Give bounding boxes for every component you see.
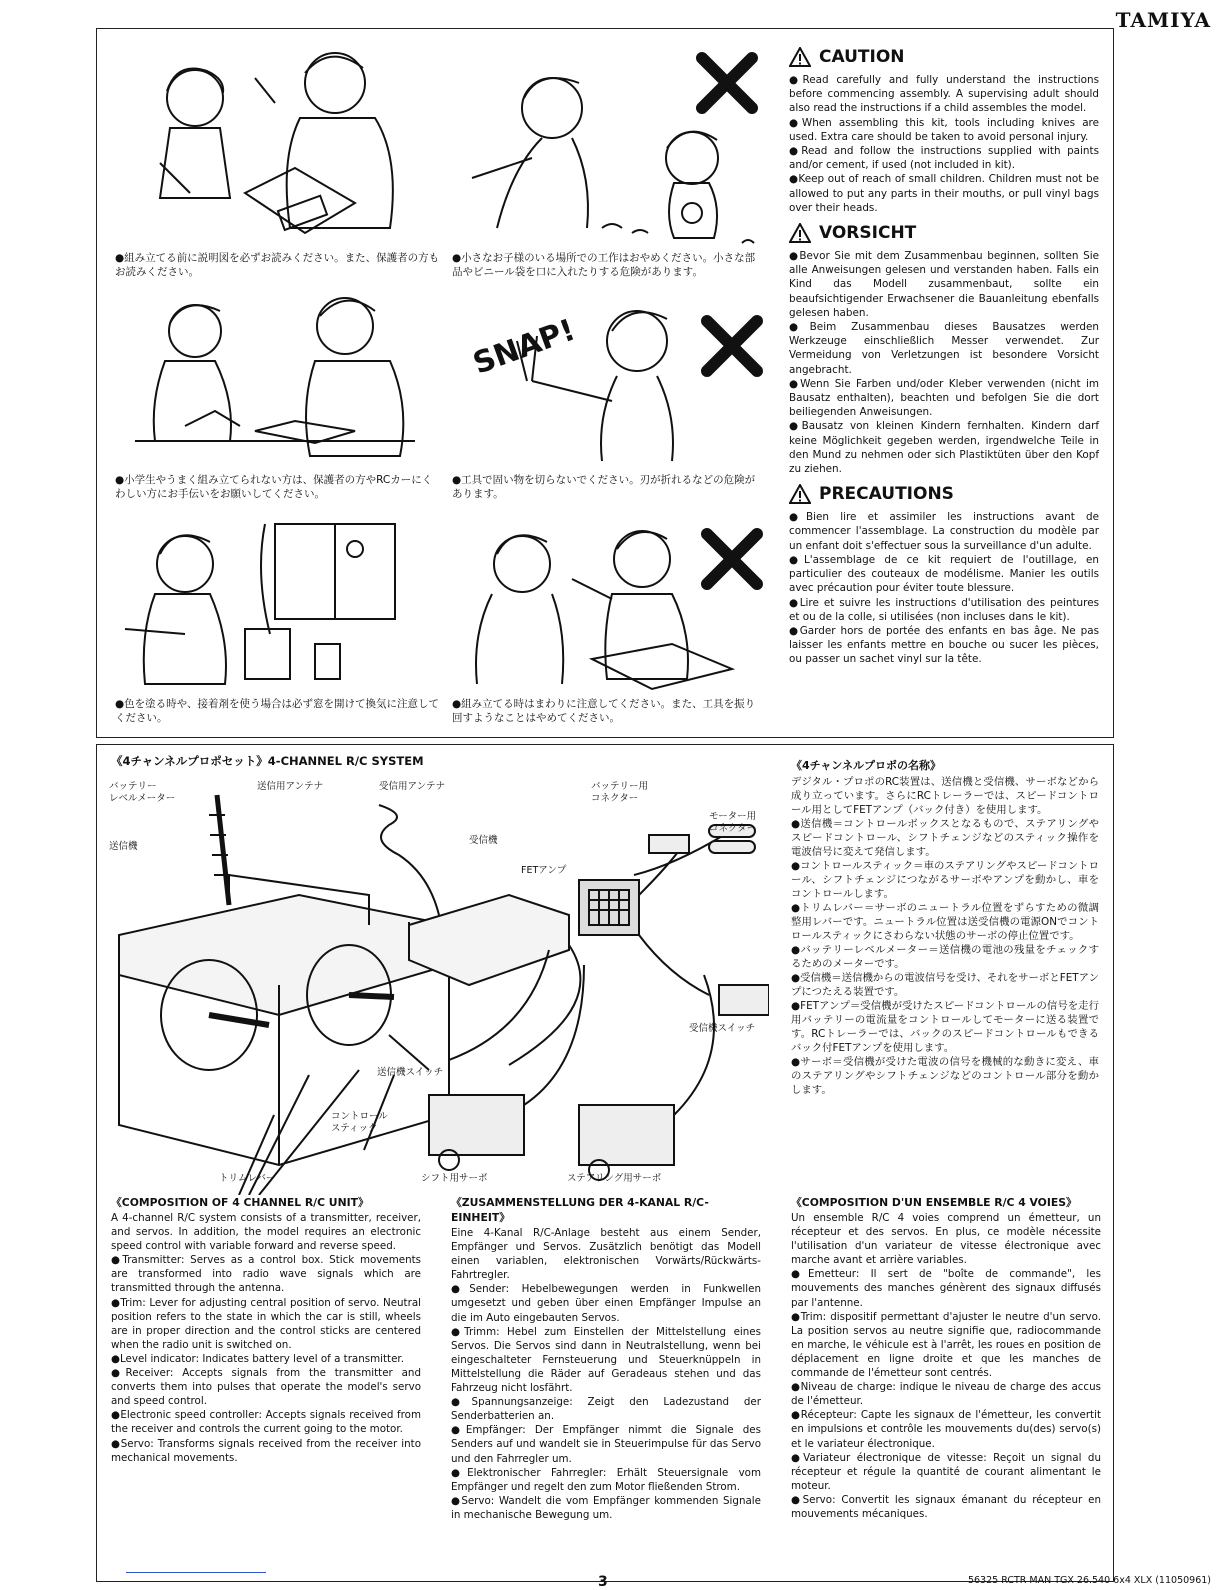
vorsicht-item: ●Bausatz von kleinen Kindern fernhalten. Kindern darf keine Möglichkeit gegeben werden, irgendwelche Teile in den Mund zu nehmen oder sich Plastiktüten über den Kopf zu ziehen. bbox=[789, 420, 1099, 476]
names-paragraph: ●送信機＝コントロールボックスとなるもので、ステアリングやスピードコントロール、シフトチェンジなどのスティック操作を電波信号に変えて発信します。 bbox=[791, 818, 1099, 858]
english-paragraph: A 4-channel R/C system consists of a transmitter, receiver, and servos. In addition, the model requires an electronic speed control with variable forward and reverse speed. bbox=[111, 1212, 421, 1253]
label-receiver: 受信機 bbox=[469, 835, 498, 846]
component-names-jp bbox=[791, 757, 1099, 1097]
label-trim-lever: トリムレバー bbox=[219, 1173, 276, 1184]
caution-item: ●Read and follow the instructions supplied with paints and/or cement, if used (not included in kit). bbox=[789, 145, 1099, 172]
caution-column bbox=[789, 43, 1099, 675]
french-paragraph: ●Niveau de charge: indique le niveau de charge des accus de l'émetteur. bbox=[791, 1381, 1101, 1408]
safety-caption-2: ●小さなお子様のいる場所での工作はおやめください。小さな部品やビニール袋を口に入れたりする危険があります。 bbox=[452, 252, 756, 278]
french-paragraph: ●Servo: Convertit les signaux émanant du récepteur en mouvements mécaniques. bbox=[791, 1493, 1101, 1520]
safety-caption-1: ●組み立てる前に説明図を必ずお読みください。また、保護者の方もお読みください。 bbox=[115, 252, 440, 278]
label-level-meter: バッテリー レベルメーター bbox=[109, 781, 176, 804]
label-rx-antenna: 受信用アンテナ bbox=[379, 781, 446, 792]
names-paragraph: ●サーボ＝受信機が受けた電波の信号を機械的な動きに変え、車のステアリングやシフトチェンジなどのコントロール部分を動かします。 bbox=[791, 1056, 1099, 1096]
precautions-title: PRECAUTIONS bbox=[819, 484, 954, 505]
german-paragraph: ●Spannungsanzeige: Zeigt den Ladezustand der Senderbatterien an. bbox=[451, 1396, 761, 1423]
german-paragraph: ●Empfänger: Der Empfänger nimmt die Signale des Senders auf und wandelt sie in Steuerimpulse für das Servo und den Fahrregler um. bbox=[451, 1424, 761, 1465]
french-paragraph: ●Récepteur: Capte les signaux de l'émetteur, les convertit en impulsions et contrôle les mouvements du(des) servo(s) et le variateur électronique. bbox=[791, 1409, 1101, 1450]
french-paragraph: ●Trim: dispositif permettant d'ajuster le neutre d'un servo. La position servos au neutre signifie que, radiocommande en marche, le véhicule est à l'arrêt, les roues en position de déplacement en ligne droite et que les manches de commande de l'émetteur sont centrés. bbox=[791, 1310, 1101, 1380]
english-paragraph: ●Trim: Lever for adjusting central position of servo. Neutral position refers to the state in which the car is still, wheels are in proper direction and the control sticks are centered when the radio unit is switched on. bbox=[111, 1296, 421, 1351]
illustration-adult-help bbox=[115, 291, 435, 471]
precautions-section bbox=[789, 484, 1099, 666]
english-paragraph: ●Transmitter: Serves as a control box. Stick movements are transformed into radio wave signals which are transmitted through the antenna. bbox=[111, 1254, 421, 1295]
label-tx-switch: 送信機スイッチ bbox=[377, 1067, 444, 1078]
german-title: 《ZUSAMMENSTELLUNG DER 4-KANAL R/C-EINHEIT》 bbox=[451, 1196, 709, 1224]
names-paragraph: ●コントロールスティック＝車のステアリングやスピードコントロール、シフトチェンジにつながるサーボやアンプを動かし、車をコントロールします。 bbox=[791, 860, 1099, 900]
brand-logo: TAMIYA bbox=[1115, 8, 1211, 32]
german-paragraph: ●Sender: Hebelbewegungen werden in Funkwellen umgesetzt und geben über einen Empfänger Impulse an die im Auto eingebauten Servos. bbox=[451, 1283, 761, 1324]
vorsicht-section bbox=[789, 223, 1099, 476]
warning-icon bbox=[789, 47, 811, 67]
illustration-tool-snap bbox=[452, 291, 772, 471]
vorsicht-item: ●Wenn Sie Farben und/oder Kleber verwenden (nicht im Bausatz enthalten), beachten und befolgen Sie die dort beiliegenden Anweisungen. bbox=[789, 377, 1099, 419]
safety-caption-4: ●工具で固い物を切らないでください。刃が折れるなどの危険があります。 bbox=[452, 474, 756, 500]
names-paragraph: ●バッテリーレベルメーター＝送信機の電池の残量をチェックするためのメーターです。 bbox=[791, 944, 1099, 970]
label-steering-servo: ステアリング用サーボ bbox=[567, 1173, 662, 1184]
names-paragraph: ●受信機＝送信機からの電波信号を受け、それをサーボとFETアンプにつたえる装置です。 bbox=[791, 972, 1099, 998]
composition-columns bbox=[111, 1195, 1101, 1522]
safety-section bbox=[96, 28, 1114, 738]
composition-french bbox=[791, 1195, 1101, 1522]
warning-icon bbox=[789, 484, 811, 504]
label-rx-switch: 受信機スイッチ bbox=[689, 1023, 756, 1034]
names-paragraph: デジタル・プロポのRC装置は、送信機と受信機、サーボなどから成り立っています。さらにRCトレーラーでは、スピードコントロール用としてFETアンプ（バック付き）を使用します。 bbox=[791, 776, 1099, 816]
precautions-item: ●Bien lire et assimiler les instructions avant de commencer l'assemblage. La construction du modèle par un enfant doit s'effectuer sous la surveillance d'un adulte. bbox=[789, 511, 1099, 552]
safety-caption-6: ●組み立てる時はまわりに注意してください。また、工具を振り回すようなことはやめてください。 bbox=[452, 698, 756, 724]
safety-caption-5: ●色を塗る時や、接着剤を使う場合は必ず窓を開けて換気に注意してください。 bbox=[115, 698, 439, 724]
warning-icon bbox=[789, 223, 811, 243]
rc-system-diagram bbox=[109, 775, 769, 1195]
english-paragraph: ●Servo: Transforms signals received from the receiver into mechanical movements. bbox=[111, 1437, 421, 1464]
composition-english bbox=[111, 1195, 421, 1522]
names-paragraph: ●FETアンプ＝受信機が受けたスピードコントロールの信号を走行用バッテリーの電流量をコントロールしてモーターに送る装置です。RCトレーラーでは、バックのスピードコントロールもできるバック付FETアンプを使用します。 bbox=[791, 1000, 1099, 1054]
illustration-swing-tools bbox=[452, 519, 772, 694]
caution-item: ●Read carefully and fully understand the instructions before commencing assembly. A supervising adult should also read the instructions if a child assembles the model. bbox=[789, 74, 1099, 115]
caution-item: ●When assembling this kit, tools including knives are used. Extra care should be taken to avoid personal injury. bbox=[789, 116, 1099, 143]
precautions-item: ●L'assemblage de ce kit requiert de l'outillage, en particulier des couteaux de modélisme. Manier les outils avec précaution pour éviter toute blessure. bbox=[789, 553, 1099, 595]
english-paragraph: ●Level indicator: Indicates battery level of a transmitter. bbox=[111, 1352, 404, 1365]
illustration-small-children bbox=[452, 43, 772, 251]
label-transmitter: 送信機 bbox=[109, 841, 138, 852]
precautions-item: ●Lire et suivre les instructions d'utilisation des peintures et ou de la colle, si utilisées (non incluses dans le kit). bbox=[789, 596, 1099, 623]
german-paragraph: ●Servo: Wandelt die vom Empfänger kommenden Signale in mechanische Bewegung um. bbox=[451, 1494, 761, 1521]
precautions-item: ●Garder hors de portée des enfants en bas âge. Ne pas laisser les enfants mettre en bouche ou sucer les pièces, ou passer un sachet vinyl sur la tête. bbox=[789, 624, 1099, 666]
rc-system-section bbox=[96, 744, 1114, 1582]
vorsicht-item: ●Beim Zusammenbau dieses Bausatzes werden Werkzeuge einschließlich Messer verwendet. Zur Vermeidung von Verletzungen ist besondere Vorsicht angebracht. bbox=[789, 321, 1099, 376]
system-title: 《4チャンネルプロポセット》4-CHANNEL R/C SYSTEM bbox=[111, 754, 424, 768]
document-code: 56325 RCTR MAN TGX 26.540 6x4 XLX (11050961) bbox=[967, 1575, 1211, 1586]
french-paragraph: Un ensemble R/C 4 voies comprend un émetteur, un récepteur et des servos. En plus, ce modèle nécessite l'utilisation d'un variateur de vitesse électronique avec marche avant et arrière variables. bbox=[791, 1212, 1101, 1267]
label-motor-connector: モーター用 コネクター bbox=[709, 811, 757, 834]
label-battery-connector: バッテリー用 コネクター bbox=[591, 781, 649, 804]
rc-system-drawing bbox=[109, 775, 769, 1195]
illustration-ventilation bbox=[115, 519, 435, 694]
composition-german bbox=[451, 1195, 761, 1522]
vorsicht-title: VORSICHT bbox=[819, 223, 917, 244]
label-control-stick: コントロール スティック bbox=[331, 1111, 388, 1134]
french-paragraph: ●Variateur électronique de vitesse: Reçoit un signal du récepteur et régule la quantité de courant alimentant le moteur. bbox=[791, 1451, 1101, 1492]
english-paragraph: ●Receiver: Accepts signals from the transmitter and converts them into pulses that operate the model's servo and speed control. bbox=[111, 1367, 421, 1408]
names-paragraph: ●トリムレバー＝サーボのニュートラル位置をずらすための微調整用レバーです。ニュートラル位置は送受信機の電源ONでコントロールスティックにさわらない状態のサーボの停止位置です。 bbox=[791, 902, 1099, 942]
page-number: 3 bbox=[598, 1574, 608, 1590]
german-paragraph: Eine 4-Kanal R/C-Anlage besteht aus einem Sender, Empfänger und Servos. Zusätzlich benötigt das Modell einen variablen, elektronischen Vorwärts/Rückwärts-Fahrtregler. bbox=[451, 1227, 761, 1282]
caution-title: CAUTION bbox=[819, 47, 905, 67]
footer-link-line[interactable] bbox=[126, 1572, 266, 1573]
vorsicht-item: ●Bevor Sie mit dem Zusammenbau beginnen, sollten Sie alle Anweisungen gelesen und verstanden haben. Falls ein Kind das Modell zusammenbaut, sollte ein beaufsichtigender Erwachsener die Bauanleitung ebenfalls gelesen haben. bbox=[789, 250, 1099, 319]
caution-item: ●Keep out of reach of small children. Children must not be allowed to put any parts in their mouths, or pull vinyl bags over their heads. bbox=[789, 173, 1099, 214]
illustration-read-instructions bbox=[115, 43, 435, 251]
german-paragraph: ●Trimm: Hebel zum Einstellen der Mittelstellung eines Servos. Die Servos sind dann in Neutralstellung, wenn bei eingeschalteter Fernsteuerung und Steuerknüppeln in Mittelstellung die Räder auf Geradeaus stehen und das Fahrzeug nicht losfährt. bbox=[451, 1325, 761, 1395]
english-title: 《COMPOSITION OF 4 CHANNEL R/C UNIT》 bbox=[111, 1196, 369, 1209]
caution-section bbox=[789, 47, 1099, 215]
english-paragraph: ●Electronic speed controller: Accepts signals received from the receiver and controls the current going to the motor. bbox=[111, 1409, 421, 1436]
french-paragraph: ●Emetteur: Il sert de "boîte de commande", les mouvements des manches génèrent des signaux diffusés par l'antenne. bbox=[791, 1268, 1101, 1309]
german-paragraph: ●Elektronischer Fahrregler: Erhält Steuersignale vom Empfänger und regelt den zum Motor fließenden Strom. bbox=[451, 1466, 761, 1493]
snap-text: SNAP! bbox=[468, 312, 580, 382]
label-shift-servo: シフト用サーボ bbox=[421, 1173, 488, 1184]
label-fet-amp: FETアンプ bbox=[521, 865, 567, 876]
safety-caption-3: ●小学生やうまく組み立てられない方は、保護者の方やRCカーにくわしい方にお手伝いをお願いしてください。 bbox=[115, 474, 433, 500]
french-title: 《COMPOSITION D'UN ENSEMBLE R/C 4 VOIES》 bbox=[791, 1196, 1077, 1209]
label-tx-antenna: 送信用アンテナ bbox=[257, 781, 324, 792]
names-title: 《4チャンネルプロポの名称》 bbox=[791, 759, 941, 772]
